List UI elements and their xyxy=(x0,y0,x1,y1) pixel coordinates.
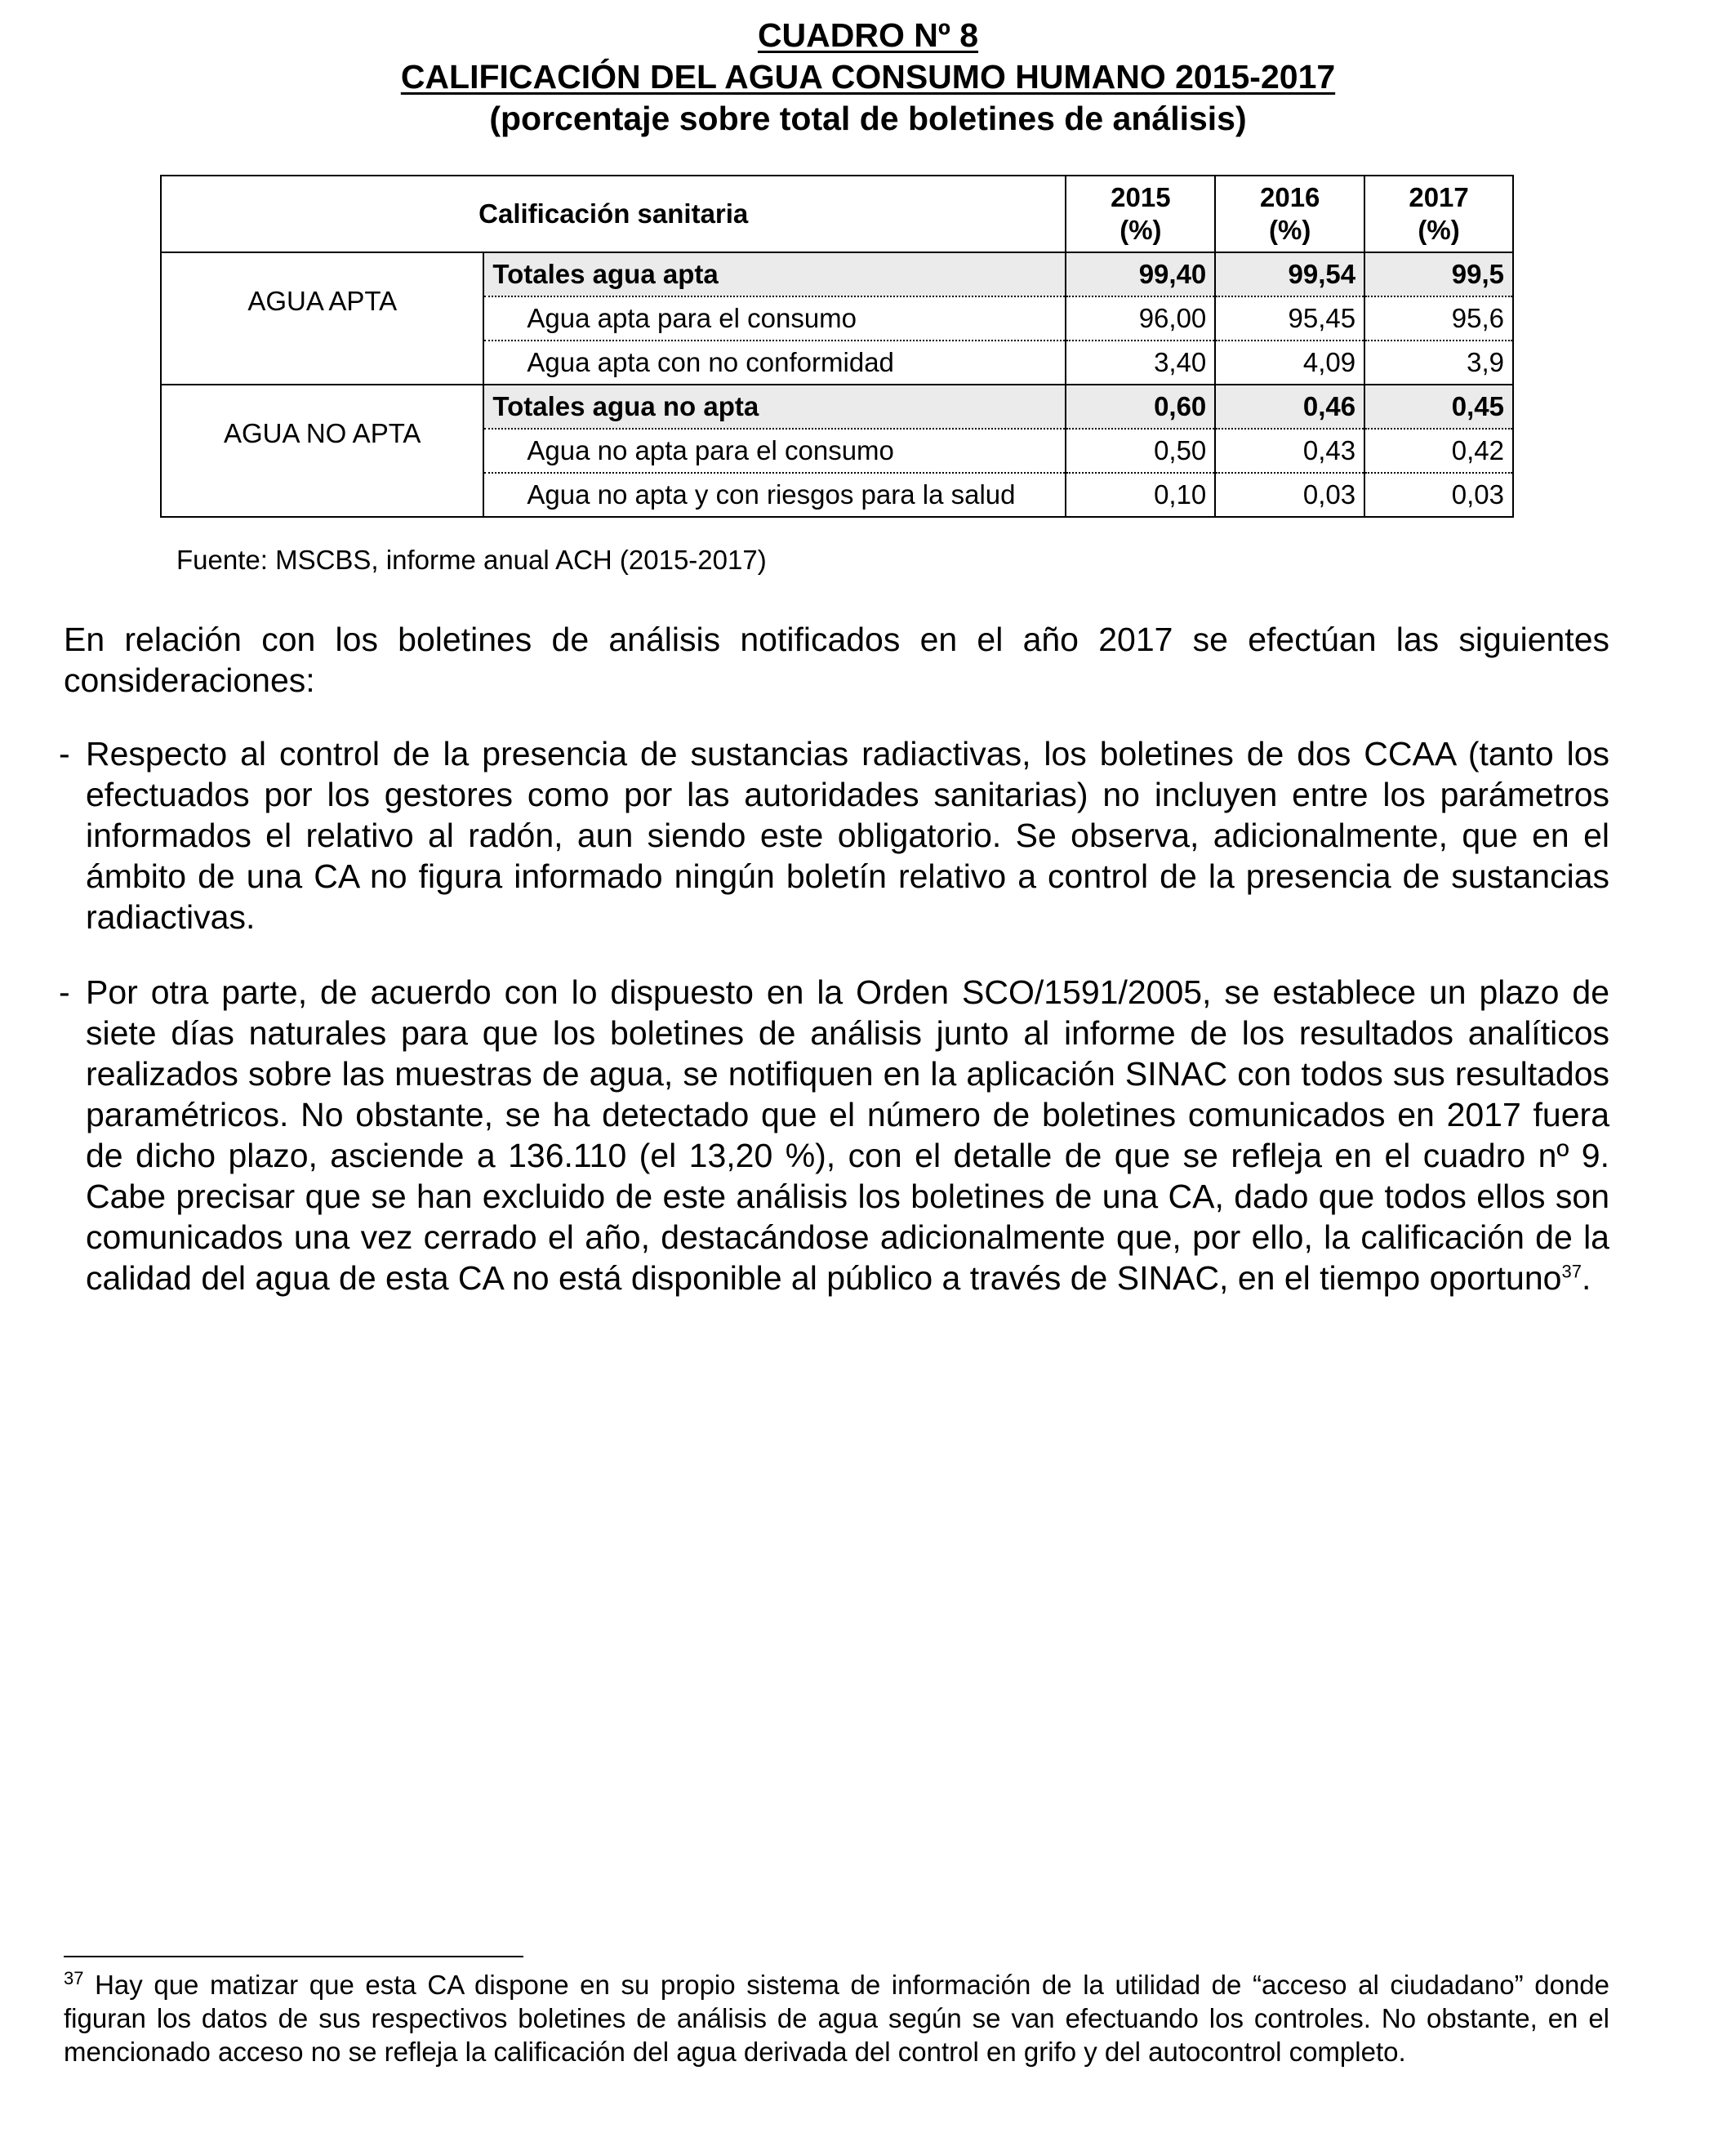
value-2015: 0,50 xyxy=(1066,429,1215,473)
bullet-text xyxy=(86,972,1609,1298)
intro-paragraph: En relación con los boletines de análisis notificados en el año 2017 se efectúan las siguientes consideraciones: xyxy=(64,621,1609,699)
value-2017: 99,5 xyxy=(1364,252,1513,296)
value-2016: 0,46 xyxy=(1215,385,1364,429)
bullet-item-radiactivas xyxy=(59,733,1609,937)
table-row xyxy=(161,385,1513,429)
header-year-2015: 2015 (%) xyxy=(1066,176,1215,252)
water-quality-table xyxy=(160,175,1514,518)
row-label: Totales agua apta xyxy=(483,252,1066,296)
footnote-divider xyxy=(64,1956,523,1957)
footnote-text: Hay que matizar que esta CA dispone en su propio sistema de información de la utilidad de “acceso al ciudadano” donde figuran los datos de sus respectivos boletines de análisis de agua según se van efectuando los controles. No obstante, en el mencionado acceso no se refleja la calificación del agua derivada del control en grifo y del autocontrol completo. xyxy=(64,1970,1609,2067)
row-label: Agua apta para el consumo xyxy=(483,296,1066,341)
table-subtitle: (porcentaje sobre total de boletines de análisis) xyxy=(489,100,1247,137)
bullet-dash: - xyxy=(59,973,70,1011)
value-2016: 0,03 xyxy=(1215,473,1364,517)
value-2015: 0,60 xyxy=(1066,385,1215,429)
value-2016: 4,09 xyxy=(1215,341,1364,385)
value-2015: 3,40 xyxy=(1066,341,1215,385)
value-2016: 0,43 xyxy=(1215,429,1364,473)
row-label: Agua apta con no conformidad xyxy=(483,341,1066,385)
table-number-title: CUADRO Nº 8 xyxy=(757,16,979,54)
value-2016: 99,54 xyxy=(1215,252,1364,296)
table-source: Fuente: MSCBS, informe anual ACH (2015-2017) xyxy=(176,545,767,575)
title-block xyxy=(0,15,1736,140)
table-row xyxy=(161,252,1513,296)
value-2015: 99,40 xyxy=(1066,252,1215,296)
footnote xyxy=(64,1968,1609,2068)
value-2015: 96,00 xyxy=(1066,296,1215,341)
header-year-2016: 2016 (%) xyxy=(1215,176,1364,252)
bullet-text-end: . xyxy=(1581,1259,1591,1297)
table-main-title: CALIFICACIÓN DEL AGUA CONSUMO HUMANO 2015-2017 xyxy=(400,58,1336,96)
footnote-reference[interactable]: 37 xyxy=(1561,1261,1582,1282)
value-2015: 0,10 xyxy=(1066,473,1215,517)
value-2017: 95,6 xyxy=(1364,296,1513,341)
row-label: Totales agua no apta xyxy=(483,385,1066,429)
bullet-item-plazo xyxy=(59,972,1609,1298)
row-label: Agua no apta para el consumo xyxy=(483,429,1066,473)
bullet-text: Respecto al control de la presencia de sustancias radiactivas, los boletines de dos CCAA (tanto los efectuados por los gestores como por las autoridades sanitarias) no incluyen entre los parámetros informados el relativo al radón, aun siendo este obligatorio. Se observa, adicionalmente, que en el ámbito de una CA no figura informado ningún boletín relativo a control de la presencia de sustancias radiactivas. xyxy=(86,735,1609,936)
value-2017: 0,45 xyxy=(1364,385,1513,429)
row-label: Agua no apta y con riesgos para la salud xyxy=(483,473,1066,517)
value-2016: 95,45 xyxy=(1215,296,1364,341)
header-calificacion: Calificación sanitaria xyxy=(161,176,1066,252)
bullet-dash: - xyxy=(59,735,70,773)
header-year-2017: 2017 (%) xyxy=(1364,176,1513,252)
bullet-text-body: Por otra parte, de acuerdo con lo dispuesto en la Orden SCO/1591/2005, se establece un plazo de siete días naturales para que los boletines de análisis junto al informe de los resultados analíticos realizados sobre las muestras de agua, se notifiquen en la aplicación SINAC con todos sus resultados paramétricos. No obstante, se ha detectado que el número de boletines comunicados en 2017 fuera de dicho plazo, asciende a 136.110 (el 13,20 %), con el detalle de que se refleja en el cuadro nº 9. Cabe precisar que se han excluido de este análisis los boletines de una CA, dado que todos ellos son comunicados una vez cerrado el año, destacándose adicionalmente que, por ello, la calificación de la calidad del agua de esta CA no está disponible al público a través de SINAC, en el tiempo oportuno xyxy=(86,973,1609,1297)
footnote-number: 37 xyxy=(64,1968,84,1988)
group-label-agua-no-apta: AGUA NO APTA xyxy=(161,385,483,517)
value-2017: 0,03 xyxy=(1364,473,1513,517)
group-label-agua-apta: AGUA APTA xyxy=(161,252,483,385)
value-2017: 3,9 xyxy=(1364,341,1513,385)
value-2017: 0,42 xyxy=(1364,429,1513,473)
header-row xyxy=(161,176,1513,252)
